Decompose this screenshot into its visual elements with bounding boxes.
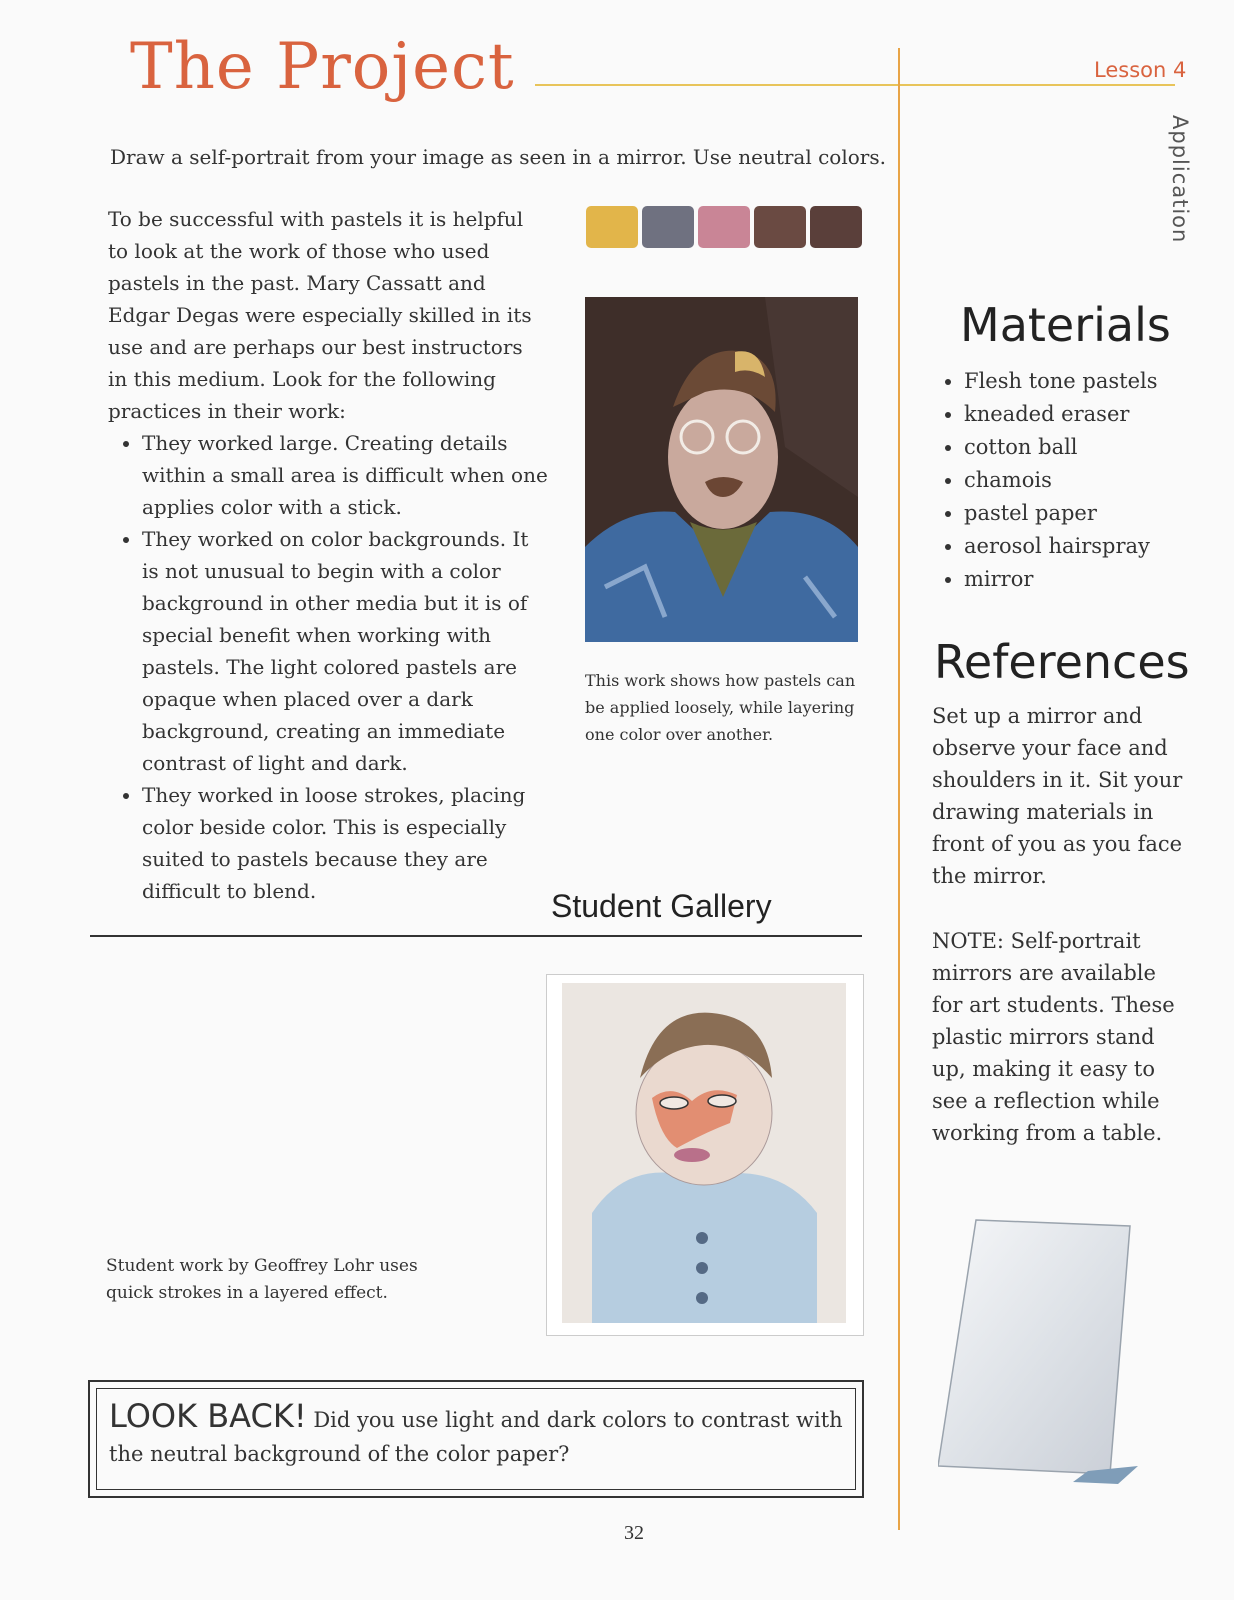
look-back-heading: LOOK BACK!	[109, 1397, 307, 1435]
list-item: • mirror	[964, 563, 1158, 596]
pastel-portrait-image	[585, 297, 858, 642]
list-item: • They worked on color backgrounds. It is not unusual to begin with a color background in other media but it is of special benefit when working with pastels. The light colored pastels are opaque when placed over a dark background, creating an immediate contrast of light and dark.	[142, 523, 548, 779]
color-swatch	[754, 206, 806, 248]
materials-heading: Materials	[960, 298, 1171, 352]
color-swatch	[642, 206, 694, 248]
color-swatch	[586, 206, 638, 248]
color-swatch	[698, 206, 750, 248]
title-rule	[535, 84, 1175, 86]
color-swatch	[810, 206, 862, 248]
list-item: • pastel paper	[964, 497, 1158, 530]
list-item: • cotton ball	[964, 431, 1158, 464]
student-portrait-image	[562, 983, 846, 1323]
list-item: • They worked large. Creating details within a small area is difficult when one applies color with a stick.	[142, 427, 548, 523]
look-back-text: Did you use light and dark colors to contrast with the neutral background of the color paper?	[109, 1408, 843, 1466]
page-title: The Project	[130, 30, 515, 104]
materials-list	[938, 365, 1158, 596]
look-back-box	[88, 1380, 864, 1498]
list-item: • They worked in loose strokes, placing color beside color. This is especially suited to pastels because they are difficult to blend.	[142, 779, 548, 907]
lesson-label: Lesson 4	[1094, 58, 1187, 82]
references-note: NOTE: Self-portrait mirrors are available for art students. These plastic mirrors stand up, making it easy to see a reflection while working from a table.	[932, 929, 1175, 1145]
section-tab: Application	[1168, 115, 1192, 244]
references-text: Set up a mirror and observe your face and shoulders in it. Sit your drawing materials in front of you as you face the mirror.	[932, 704, 1183, 888]
page-number: 32	[624, 1522, 644, 1544]
color-swatches	[586, 206, 862, 248]
body-text	[108, 203, 548, 907]
practices-list	[108, 427, 548, 907]
references-heading: References	[934, 635, 1190, 689]
portrait-caption: This work shows how pastels can be applied loosely, while layering one color over another.	[585, 671, 856, 744]
list-item: • kneaded eraser	[964, 398, 1158, 431]
gallery-caption: Student work by Geoffrey Lohr uses quick strokes in a layered effect.	[106, 1256, 418, 1303]
list-item: • aerosol hairspray	[964, 530, 1158, 563]
list-item: • Flesh tone pastels	[964, 365, 1158, 398]
gallery-heading: Student Gallery	[551, 888, 772, 924]
gallery-rule	[90, 935, 862, 937]
column-divider	[898, 48, 900, 1530]
mirror-stand-image	[938, 1216, 1138, 1486]
body-paragraph: To be successful with pastels it is helpful to look at the work of those who used pastels in the past. Mary Cassatt and Edgar Degas were especially skilled in its use and are perhaps our best instructors in this medium. Look for the following practices in their work:	[108, 207, 532, 423]
list-item: • chamois	[964, 464, 1158, 497]
project-intro: Draw a self-portrait from your image as seen in a mirror. Use neutral colors.	[110, 145, 886, 169]
